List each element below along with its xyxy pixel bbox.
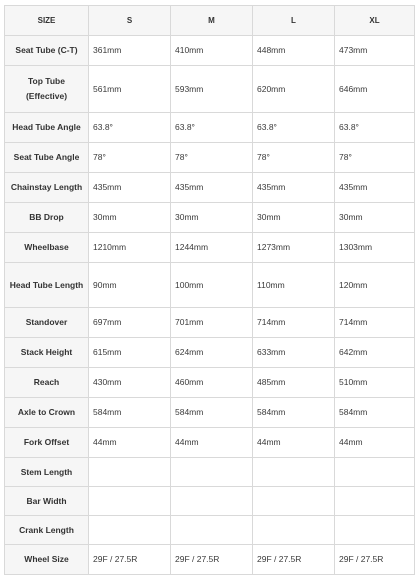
cell-value: 63.8° <box>89 113 171 143</box>
cell-value: 584mm <box>89 398 171 428</box>
table-row <box>5 487 415 516</box>
row-label: BB Drop <box>5 203 89 233</box>
cell-value: 110mm <box>253 263 335 308</box>
cell-value: 44mm <box>335 428 415 458</box>
table-row <box>5 233 415 263</box>
row-label: Fork Offset <box>5 428 89 458</box>
header-s: S <box>89 6 171 36</box>
cell-value: 435mm <box>89 173 171 203</box>
cell-value <box>89 487 171 516</box>
row-label: Stack Height <box>5 338 89 368</box>
cell-value: 714mm <box>335 308 415 338</box>
cell-value: 120mm <box>335 263 415 308</box>
cell-value: 584mm <box>171 398 253 428</box>
row-label: Reach <box>5 368 89 398</box>
cell-value: 361mm <box>89 36 171 66</box>
cell-value: 485mm <box>253 368 335 398</box>
cell-value: 1303mm <box>335 233 415 263</box>
cell-value: 584mm <box>335 398 415 428</box>
cell-value: 435mm <box>253 173 335 203</box>
cell-value: 435mm <box>335 173 415 203</box>
cell-value: 460mm <box>171 368 253 398</box>
cell-value: 78° <box>253 143 335 173</box>
cell-value: 620mm <box>253 66 335 113</box>
cell-value: 63.8° <box>335 113 415 143</box>
geometry-table <box>4 5 415 575</box>
cell-value: 29F / 27.5R <box>89 545 171 575</box>
row-label: Wheelbase <box>5 233 89 263</box>
cell-value: 701mm <box>171 308 253 338</box>
cell-value: 561mm <box>89 66 171 113</box>
table-row <box>5 203 415 233</box>
header-l: L <box>253 6 335 36</box>
row-label: Seat Tube (C-T) <box>5 36 89 66</box>
row-label: Crank Length <box>5 516 89 545</box>
cell-value: 593mm <box>171 66 253 113</box>
cell-value: 584mm <box>253 398 335 428</box>
header-m: M <box>171 6 253 36</box>
cell-value: 473mm <box>335 36 415 66</box>
cell-value: 697mm <box>89 308 171 338</box>
table-row <box>5 308 415 338</box>
cell-value <box>253 487 335 516</box>
cell-value: 30mm <box>335 203 415 233</box>
cell-value: 714mm <box>253 308 335 338</box>
cell-value: 30mm <box>171 203 253 233</box>
table-row <box>5 338 415 368</box>
cell-value <box>171 487 253 516</box>
cell-value: 29F / 27.5R <box>335 545 415 575</box>
table-row <box>5 113 415 143</box>
cell-value: 63.8° <box>253 113 335 143</box>
cell-value <box>89 516 171 545</box>
cell-value: 90mm <box>89 263 171 308</box>
cell-value <box>335 458 415 487</box>
table-row <box>5 173 415 203</box>
table-row <box>5 368 415 398</box>
cell-value: 44mm <box>171 428 253 458</box>
row-label: Top Tube (Effective) <box>5 66 89 113</box>
table-row <box>5 36 415 66</box>
table-row <box>5 263 415 308</box>
cell-value: 633mm <box>253 338 335 368</box>
cell-value: 100mm <box>171 263 253 308</box>
cell-value: 1244mm <box>171 233 253 263</box>
row-label: Chainstay Length <box>5 173 89 203</box>
cell-value: 44mm <box>89 428 171 458</box>
table-row <box>5 516 415 545</box>
cell-value: 1273mm <box>253 233 335 263</box>
cell-value <box>253 458 335 487</box>
cell-value: 615mm <box>89 338 171 368</box>
cell-value: 78° <box>171 143 253 173</box>
cell-value: 78° <box>335 143 415 173</box>
cell-value: 646mm <box>335 66 415 113</box>
row-label: Head Tube Angle <box>5 113 89 143</box>
cell-value: 430mm <box>89 368 171 398</box>
table-row <box>5 428 415 458</box>
cell-value: 30mm <box>89 203 171 233</box>
cell-value: 510mm <box>335 368 415 398</box>
cell-value: 642mm <box>335 338 415 368</box>
cell-value: 29F / 27.5R <box>171 545 253 575</box>
cell-value: 435mm <box>171 173 253 203</box>
row-label: Bar Width <box>5 487 89 516</box>
cell-value <box>335 487 415 516</box>
header-xl: XL <box>335 6 415 36</box>
row-label: Seat Tube Angle <box>5 143 89 173</box>
cell-value: 624mm <box>171 338 253 368</box>
row-label: Stem Length <box>5 458 89 487</box>
table-row <box>5 458 415 487</box>
table-row <box>5 66 415 113</box>
cell-value: 410mm <box>171 36 253 66</box>
table-header-row <box>5 6 415 36</box>
cell-value: 30mm <box>253 203 335 233</box>
cell-value <box>89 458 171 487</box>
cell-value: 63.8° <box>171 113 253 143</box>
row-label: Axle to Crown <box>5 398 89 428</box>
cell-value: 1210mm <box>89 233 171 263</box>
table-row <box>5 143 415 173</box>
cell-value <box>171 516 253 545</box>
cell-value: 78° <box>89 143 171 173</box>
row-label: Head Tube Length <box>5 263 89 308</box>
cell-value: 29F / 27.5R <box>253 545 335 575</box>
row-label: Wheel Size <box>5 545 89 575</box>
header-size: SIZE <box>5 6 89 36</box>
cell-value: 44mm <box>253 428 335 458</box>
table-row <box>5 398 415 428</box>
table-row <box>5 545 415 575</box>
cell-value: 448mm <box>253 36 335 66</box>
cell-value <box>171 458 253 487</box>
cell-value <box>253 516 335 545</box>
cell-value <box>335 516 415 545</box>
row-label: Standover <box>5 308 89 338</box>
